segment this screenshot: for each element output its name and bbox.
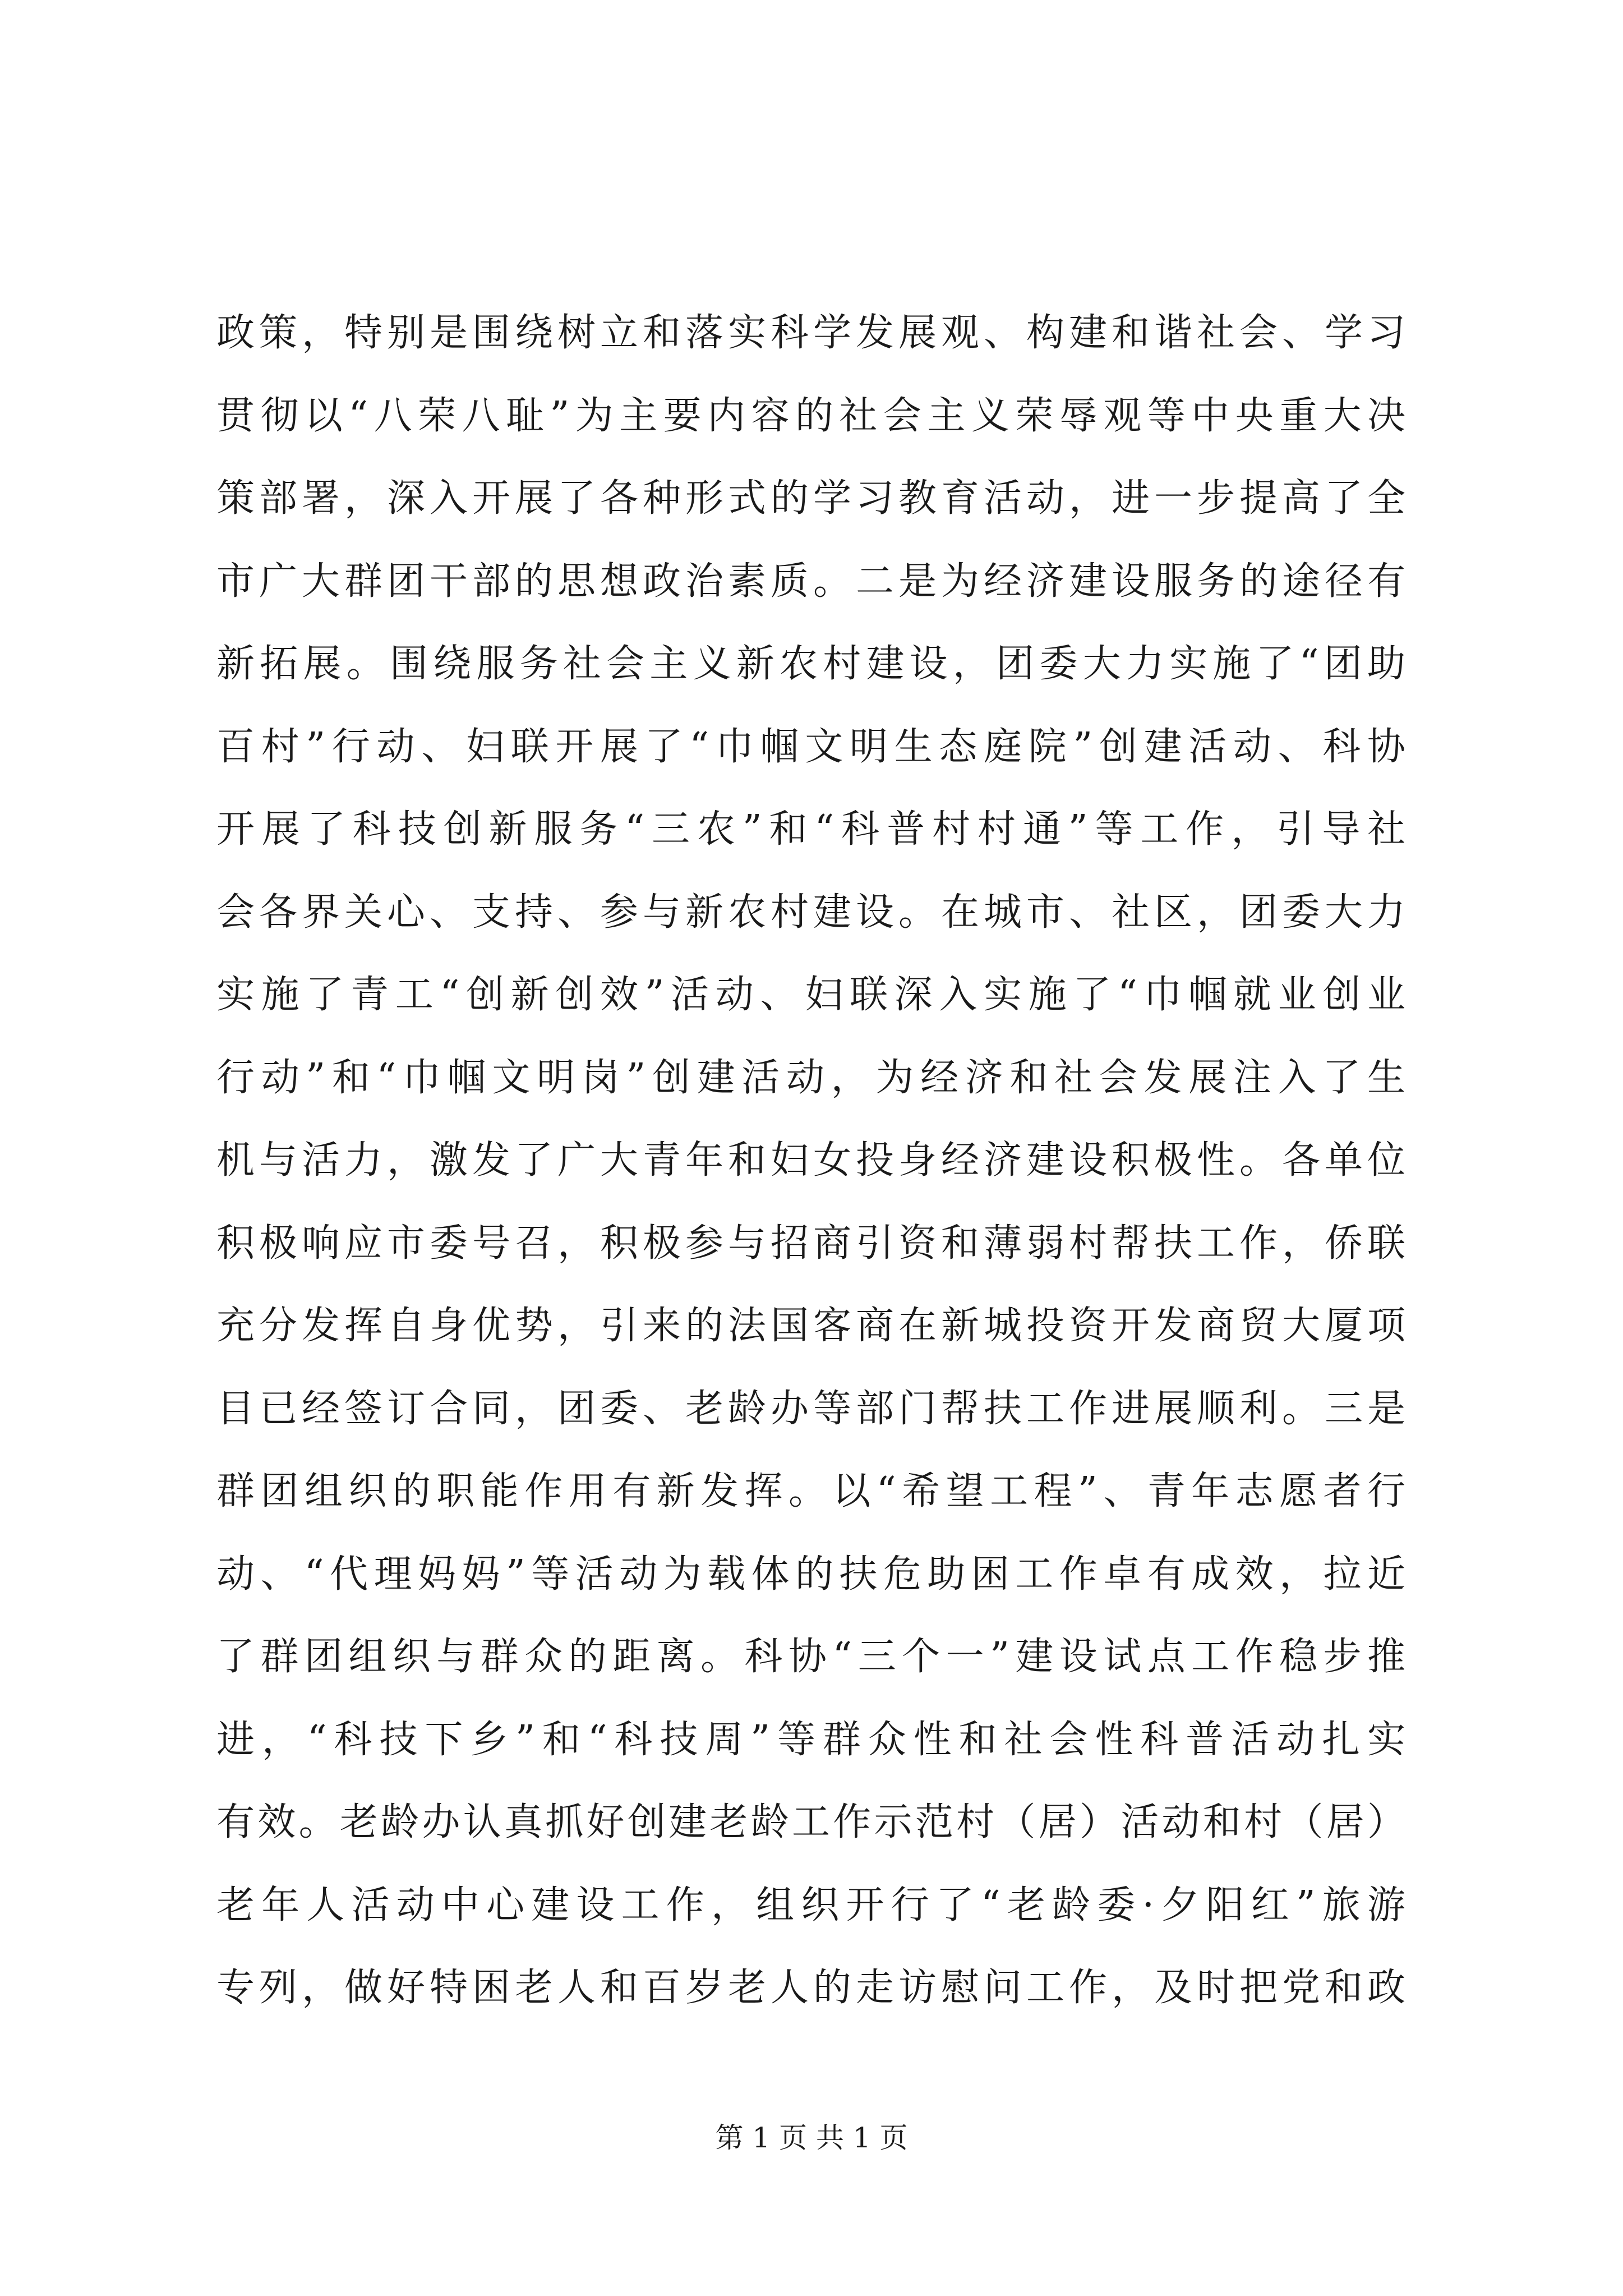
page-number-footer: 第 1 页 共 1 页 <box>715 2122 908 2154</box>
text-line: 专列，做好特困老人和百岁老人的走访慰问工作，及时把党和政 <box>216 1966 1405 2010</box>
text-line: 开展了科技创新服务“三农”和“科普村村通”等工作，引导社 <box>216 807 1405 852</box>
text-line: 百村”行动、妇联开展了“巾帼文明生态庭院”创建活动、科协 <box>216 724 1405 769</box>
text-line: 政策，特别是围绕树立和落实科学发展观、构建和谐社会、学习 <box>216 311 1405 355</box>
text-line: 新拓展。围绕服务社会主义新农村建设，团委大力实施了“团助 <box>216 642 1405 686</box>
text-line: 行动”和“巾帼文明岗”创建活动，为经济和社会发展注入了生 <box>216 1055 1405 1100</box>
text-line: 充分发挥自身优势，引来的法国客商在新城投资开发商贸大厦项 <box>216 1304 1405 1348</box>
text-line: 贯彻以“八荣八耻”为主要内容的社会主义荣辱观等中央重大决 <box>216 393 1405 438</box>
text-line: 机与活力，激发了广大青年和妇女投身经济建设积极性。各单位 <box>216 1138 1405 1182</box>
text-line: 积极响应市委号召，积极参与招商引资和薄弱村帮扶工作，侨联 <box>216 1221 1405 1266</box>
text-line: 动、“代理妈妈”等活动为载体的扶危助困工作卓有成效，拉近 <box>216 1552 1405 1596</box>
text-line: 市广大群团干部的思想政治素质。二是为经济建设服务的途径有 <box>216 559 1405 604</box>
text-line: 会各界关心、支持、参与新农村建设。在城市、社区，团委大力 <box>216 890 1405 935</box>
text-line: 进，“科技下乡”和“科技周”等群众性和社会性科普活动扎实 <box>216 1717 1405 1762</box>
text-line: 实施了青工“创新创效”活动、妇联深入实施了“巾帼就业创业 <box>216 973 1405 1017</box>
text-line: 目已经签订合同，团委、老龄办等部门帮扶工作进展顺利。三是 <box>216 1386 1405 1431</box>
body-text <box>216 292 1405 2030</box>
text-line: 了群团组织与群众的距离。科协“三个一”建设试点工作稳步推 <box>216 1635 1405 1679</box>
text-line: 老年人活动中心建设工作，组织开行了“老龄委·夕阳红”旅游 <box>216 1883 1405 1927</box>
text-line: 群团组织的职能作用有新发挥。以“希望工程”、青年志愿者行 <box>216 1469 1405 1513</box>
text-line: 策部署，深入开展了各种形式的学习教育活动，进一步提高了全 <box>216 476 1405 521</box>
text-line: 有效。老龄办认真抓好创建老龄工作示范村（居）活动和村（居） <box>216 1800 1405 1844</box>
